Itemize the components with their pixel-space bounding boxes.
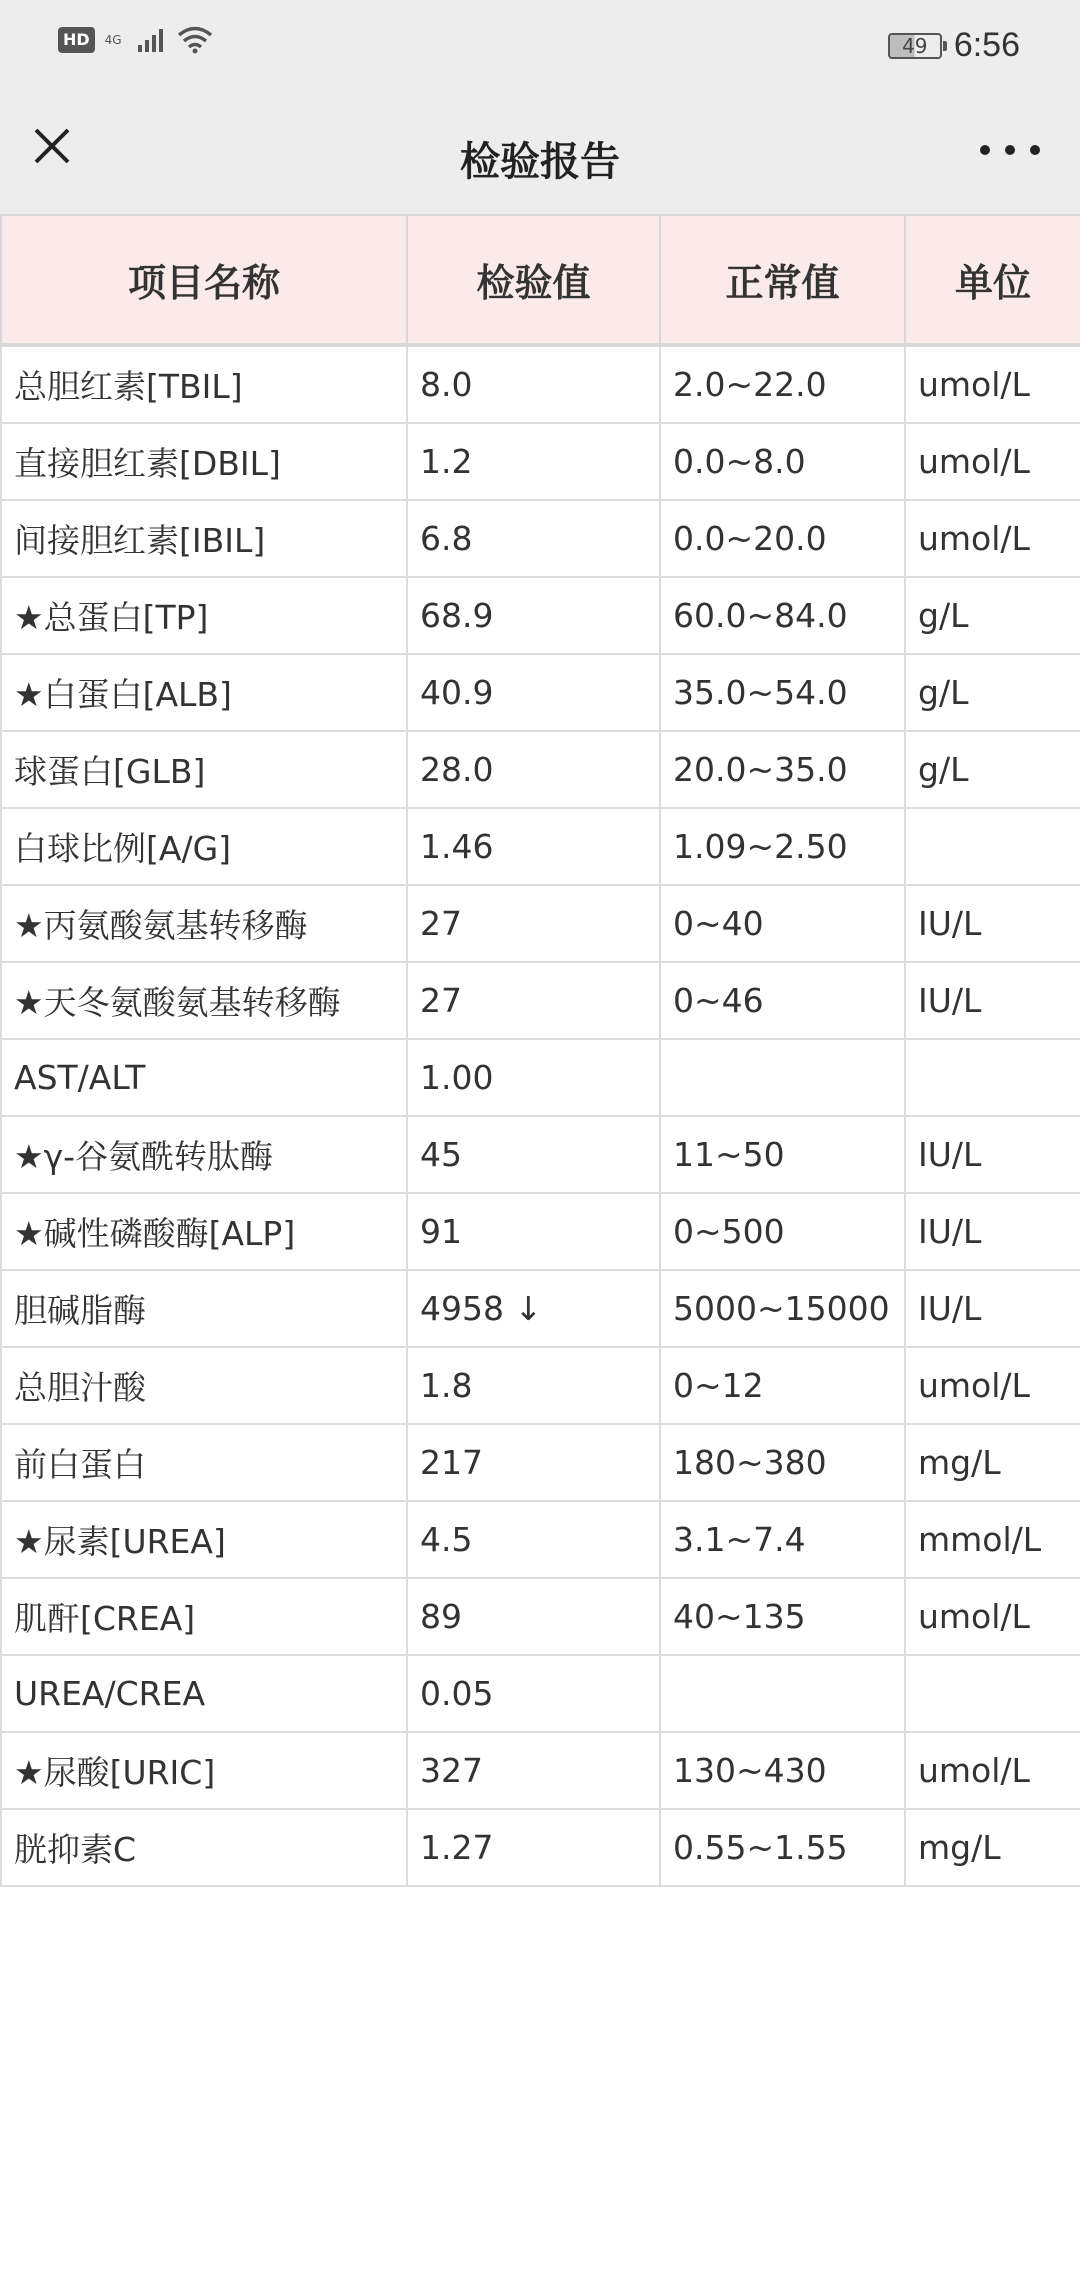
unit-cell: umol/L bbox=[905, 423, 1080, 500]
clock: 6:56 bbox=[953, 26, 1020, 64]
table-row bbox=[1, 1193, 1080, 1270]
table-row bbox=[1, 577, 1080, 654]
normal-range-cell: 0~46 bbox=[660, 962, 905, 1039]
unit-cell: IU/L bbox=[905, 885, 1080, 962]
unit-cell bbox=[905, 1655, 1080, 1732]
item-name-cell: ★尿酸[URIC] bbox=[1, 1732, 407, 1809]
status-bar bbox=[0, 0, 1080, 90]
normal-range-cell: 1.09~2.50 bbox=[660, 808, 905, 885]
test-value-cell: 68.9 bbox=[407, 577, 660, 654]
table-row bbox=[1, 1347, 1080, 1424]
unit-cell: mmol/L bbox=[905, 1501, 1080, 1578]
battery-icon: 49 bbox=[888, 33, 942, 59]
table-row bbox=[1, 1270, 1080, 1347]
test-value-cell: 4958 ↓ bbox=[407, 1270, 660, 1347]
item-name-cell: 总胆汁酸 bbox=[1, 1347, 407, 1424]
table-row bbox=[1, 1578, 1080, 1655]
network-type-label: 4G bbox=[104, 33, 122, 47]
unit-cell: g/L bbox=[905, 731, 1080, 808]
test-value-cell: 1.00 bbox=[407, 1039, 660, 1116]
more-icon-dot bbox=[1030, 145, 1040, 155]
normal-range-cell bbox=[660, 1039, 905, 1116]
item-name-cell: ★碱性磷酸酶[ALP] bbox=[1, 1193, 407, 1270]
test-value-cell: 1.27 bbox=[407, 1809, 660, 1886]
normal-range-cell bbox=[660, 1655, 905, 1732]
test-value-cell: 28.0 bbox=[407, 731, 660, 808]
unit-cell bbox=[905, 1039, 1080, 1116]
table-row bbox=[1, 1039, 1080, 1116]
test-value-cell: 27 bbox=[407, 885, 660, 962]
report-body bbox=[1, 345, 1080, 1886]
test-value-cell: 40.9 bbox=[407, 654, 660, 731]
item-name-cell: 白球比例[A/G] bbox=[1, 808, 407, 885]
status-right bbox=[888, 26, 1020, 65]
normal-range-cell: 0.55~1.55 bbox=[660, 1809, 905, 1886]
item-name-cell: 间接胆红素[IBIL] bbox=[1, 500, 407, 577]
unit-cell: g/L bbox=[905, 577, 1080, 654]
item-name-cell: ★总蛋白[TP] bbox=[1, 577, 407, 654]
table-row bbox=[1, 962, 1080, 1039]
unit-cell: g/L bbox=[905, 654, 1080, 731]
item-name-cell: ★γ-谷氨酰转肽酶 bbox=[1, 1116, 407, 1193]
unit-cell: IU/L bbox=[905, 962, 1080, 1039]
test-value-cell: 1.8 bbox=[407, 1347, 660, 1424]
table-row bbox=[1, 423, 1080, 500]
test-value-cell: 0.05 bbox=[407, 1655, 660, 1732]
table-row bbox=[1, 1655, 1080, 1732]
header-item-name: 项目名称 bbox=[1, 215, 407, 345]
header-unit: 单位 bbox=[905, 215, 1080, 345]
hd-badge: HD bbox=[58, 27, 95, 53]
table-row bbox=[1, 1424, 1080, 1501]
test-value-cell: 89 bbox=[407, 1578, 660, 1655]
item-name-cell: 直接胆红素[DBIL] bbox=[1, 423, 407, 500]
normal-range-cell: 0~40 bbox=[660, 885, 905, 962]
item-name-cell: UREA/CREA bbox=[1, 1655, 407, 1732]
nav-bar bbox=[0, 90, 1080, 214]
wifi-icon bbox=[177, 26, 213, 54]
normal-range-cell: 0.0~20.0 bbox=[660, 500, 905, 577]
test-value-cell: 27 bbox=[407, 962, 660, 1039]
unit-cell bbox=[905, 808, 1080, 885]
header-normal-range: 正常值 bbox=[660, 215, 905, 345]
unit-cell: umol/L bbox=[905, 1578, 1080, 1655]
table-row bbox=[1, 808, 1080, 885]
table-header-row bbox=[1, 215, 1080, 345]
test-value-cell: 327 bbox=[407, 1732, 660, 1809]
header-test-value: 检验值 bbox=[407, 215, 660, 345]
test-value-cell: 8.0 bbox=[407, 345, 660, 423]
table-row bbox=[1, 500, 1080, 577]
unit-cell: umol/L bbox=[905, 500, 1080, 577]
status-left bbox=[58, 26, 213, 54]
table-row bbox=[1, 345, 1080, 423]
normal-range-cell: 60.0~84.0 bbox=[660, 577, 905, 654]
normal-range-cell: 130~430 bbox=[660, 1732, 905, 1809]
item-name-cell: 胆碱脂酶 bbox=[1, 1270, 407, 1347]
unit-cell: IU/L bbox=[905, 1270, 1080, 1347]
normal-range-cell: 180~380 bbox=[660, 1424, 905, 1501]
more-icon-dot bbox=[1005, 145, 1015, 155]
normal-range-cell: 20.0~35.0 bbox=[660, 731, 905, 808]
report-table bbox=[0, 214, 1080, 1887]
item-name-cell: ★丙氨酸氨基转移酶 bbox=[1, 885, 407, 962]
normal-range-cell: 40~135 bbox=[660, 1578, 905, 1655]
unit-cell: mg/L bbox=[905, 1424, 1080, 1501]
unit-cell: umol/L bbox=[905, 1347, 1080, 1424]
more-icon-dot bbox=[980, 145, 990, 155]
item-name-cell: 总胆红素[TBIL] bbox=[1, 345, 407, 423]
normal-range-cell: 35.0~54.0 bbox=[660, 654, 905, 731]
page-title: 检验报告 bbox=[460, 139, 620, 185]
item-name-cell: 前白蛋白 bbox=[1, 1424, 407, 1501]
test-value-cell: 1.2 bbox=[407, 423, 660, 500]
normal-range-cell: 3.1~7.4 bbox=[660, 1501, 905, 1578]
item-name-cell: ★天冬氨酸氨基转移酶 bbox=[1, 962, 407, 1039]
test-value-cell: 91 bbox=[407, 1193, 660, 1270]
item-name-cell: 肌酐[CREA] bbox=[1, 1578, 407, 1655]
table-row bbox=[1, 1116, 1080, 1193]
unit-cell: mg/L bbox=[905, 1809, 1080, 1886]
unit-cell: IU/L bbox=[905, 1193, 1080, 1270]
item-name-cell: 胱抑素C bbox=[1, 1809, 407, 1886]
normal-range-cell: 0~500 bbox=[660, 1193, 905, 1270]
table-row bbox=[1, 1809, 1080, 1886]
item-name-cell: ★白蛋白[ALB] bbox=[1, 654, 407, 731]
more-button[interactable] bbox=[980, 130, 1040, 170]
unit-cell: umol/L bbox=[905, 345, 1080, 423]
test-value-cell: 6.8 bbox=[407, 500, 660, 577]
test-value-cell: 1.46 bbox=[407, 808, 660, 885]
item-name-cell: 球蛋白[GLB] bbox=[1, 731, 407, 808]
normal-range-cell: 11~50 bbox=[660, 1116, 905, 1193]
item-name-cell: ★尿素[UREA] bbox=[1, 1501, 407, 1578]
item-name-cell: AST/ALT bbox=[1, 1039, 407, 1116]
table-row bbox=[1, 1732, 1080, 1809]
test-value-cell: 45 bbox=[407, 1116, 660, 1193]
table-row bbox=[1, 885, 1080, 962]
normal-range-cell: 0.0~8.0 bbox=[660, 423, 905, 500]
unit-cell: umol/L bbox=[905, 1732, 1080, 1809]
test-value-cell: 4.5 bbox=[407, 1501, 660, 1578]
normal-range-cell: 0~12 bbox=[660, 1347, 905, 1424]
table-row bbox=[1, 654, 1080, 731]
table-row bbox=[1, 731, 1080, 808]
normal-range-cell: 5000~15000 bbox=[660, 1270, 905, 1347]
test-value-cell: 217 bbox=[407, 1424, 660, 1501]
normal-range-cell: 2.0~22.0 bbox=[660, 345, 905, 423]
signal-icon bbox=[137, 27, 167, 53]
table-row bbox=[1, 1501, 1080, 1578]
unit-cell: IU/L bbox=[905, 1116, 1080, 1193]
